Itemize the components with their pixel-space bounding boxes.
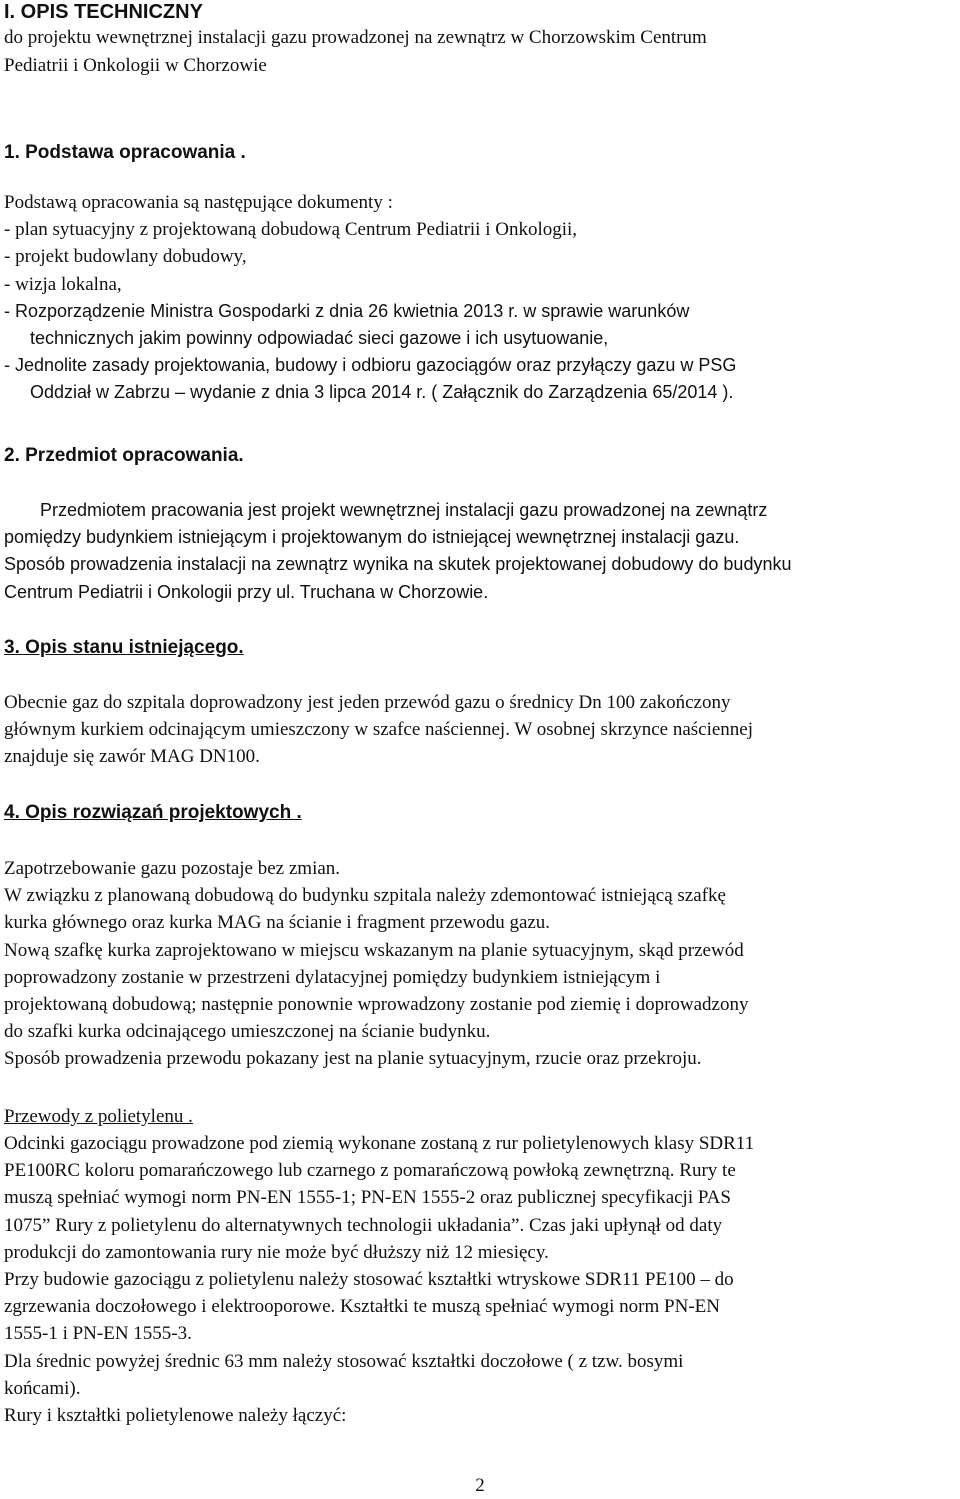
paragraph: Podstawą opracowania są następujące dokumenty :: [4, 192, 393, 213]
paragraph-line: Przedmiotem pracowania jest projekt wewnętrznej instalacji gazu prowadzonej na zewnątrz: [40, 500, 768, 520]
page-number: 2: [475, 1475, 485, 1496]
paragraph-line: muszą spełniać wymogi norm PN-EN 1555-1; PN-EN 1555-2 oraz publicznej specyfikacji PAS: [4, 1187, 731, 1209]
subtitle-line: do projektu wewnętrznej instalacji gazu prowadzonej na zewnątrz w Chorzowskim Centrum: [4, 27, 707, 48]
paragraph-line: produkcji do zamontowania rury nie może być dłuższy niż 12 miesięcy.: [4, 1241, 549, 1263]
section-4-body: [4, 855, 956, 1073]
section-1-body: [4, 189, 956, 407]
paragraph-line: Sposób prowadzenia instalacji na zewnątrz wynika na skutek projektowanej dobudowy do budynku: [4, 554, 792, 575]
paragraph-line: znajduje się zawór MAG DN100.: [4, 746, 260, 768]
pipes-heading: Przewody z polietylenu .: [4, 1106, 193, 1127]
paragraph-line: Odcinki gazociągu prowadzone pod ziemią wykonane zostaną z rur polietylenowych klasy SDR11: [4, 1133, 755, 1154]
section-1-heading: 1. Podstawa opracowania .: [4, 142, 246, 163]
section-3-heading: 3. Opis stanu istniejącego.: [4, 637, 244, 658]
paragraph-line: pomiędzy budynkiem istniejącym i projektowanym do istniejącej wewnętrznej instalacji gazu.: [4, 527, 740, 548]
paragraph-line: Przy budowie gazociągu z polietylenu należy stosować kształtki wtryskowe SDR11 PE100 – do: [4, 1269, 734, 1291]
section-4-heading: 4. Opis rozwiązań projektowych .: [4, 802, 302, 823]
paragraph-line: poprowadzony zostanie w przestrzeni dylatacyjnej pomiędzy budynkiem istniejącym i: [4, 966, 661, 988]
paragraph-line: Centrum Pediatrii i Onkologii przy ul. Truchana w Chorzowie.: [4, 581, 489, 602]
paragraph-line: do szafki kurka odcinającego umieszczonej na ścianie budynku.: [4, 1021, 491, 1043]
paragraph-line: Obecnie gaz do szpitala doprowadzony jest jeden przewód gazu o średnicy Dn 100 zakończony: [4, 692, 731, 713]
paragraph-line: zgrzewania doczołowego i elektrooporowe. Kształtki te muszą spełniać wymogi norm PN-EN: [4, 1296, 720, 1318]
paragraph-line: W związku z planowaną dobudową do budynku szpitala należy zdemontować istniejącą szafkę: [4, 885, 726, 907]
paragraph-line: 1555-1 i PN-EN 1555-3.: [4, 1323, 192, 1345]
list-item: - Jednolite zasady projektowania, budowy i odbioru gazociągów oraz przyłączy gazu w PSG: [4, 355, 737, 376]
document-header: [4, 0, 956, 80]
section-2-heading: 2. Przedmiot opracowania.: [4, 445, 244, 466]
paragraph-line: Nową szafkę kurka zaprojektowano w miejscu wskazanym na planie sytuacyjnym, skąd przewód: [4, 939, 744, 961]
paragraph-line: końcami).: [4, 1377, 81, 1399]
list-item: technicznych jakim powinny odpowiadać sieci gazowe i ich usytuowanie,: [30, 328, 609, 349]
section-3-body: [4, 689, 956, 771]
paragraph-line: Dla średnic powyżej średnic 63 mm należy stosować kształtki doczołowe ( z tzw. bosymi: [4, 1350, 684, 1372]
paragraph-line: PE100RC koloru pomarańczowego lub czarnego z pomarańczową powłoką zewnętrzną. Rury te: [4, 1160, 736, 1182]
list-item: Oddział w Zabrzu – wydanie z dnia 3 lipca 2014 r. ( Załącznik do Zarządzenia 65/2014 ).: [30, 382, 734, 403]
subtitle-line: Pediatrii i Onkologii w Chorzowie: [4, 55, 267, 76]
pipes-body: [4, 1130, 956, 1429]
paragraph-line: Rury i kształtki polietylenowe należy łączyć:: [4, 1405, 347, 1427]
list-item: - wizja lokalna,: [4, 273, 122, 295]
paragraph-line: Sposób prowadzenia przewodu pokazany jest na planie sytuacyjnym, rzucie oraz przekroju.: [4, 1048, 702, 1070]
list-item: - plan sytuacyjny z projektowaną dobudową Centrum Pediatrii i Onkologii,: [4, 219, 578, 241]
paragraph-line: projektowaną dobudową; następnie ponownie wprowadzony zostanie pod ziemię i doprowadzony: [4, 994, 749, 1016]
list-item: - Rozporządzenie Ministra Gospodarki z dnia 26 kwietnia 2013 r. w sprawie warunków: [4, 300, 690, 321]
list-item: - projekt budowlany dobudowy,: [4, 246, 247, 268]
section-2-body: [4, 497, 956, 606]
paragraph-line: Zapotrzebowanie gazu pozostaje bez zmian.: [4, 858, 341, 879]
paragraph-line: kurka głównego oraz kurka MAG na ścianie i fragment przewodu gazu.: [4, 912, 551, 934]
paragraph-line: głównym kurkiem odcinającym umieszczony w szafce naściennej. W osobnej skrzynce naściennej: [4, 719, 754, 741]
document-title: I. OPIS TECHNICZNY: [4, 1, 203, 23]
paragraph-line: 1075” Rury z polietylenu do alternatywnych technologii układania”. Czas jaki upłynął od daty: [4, 1214, 723, 1236]
